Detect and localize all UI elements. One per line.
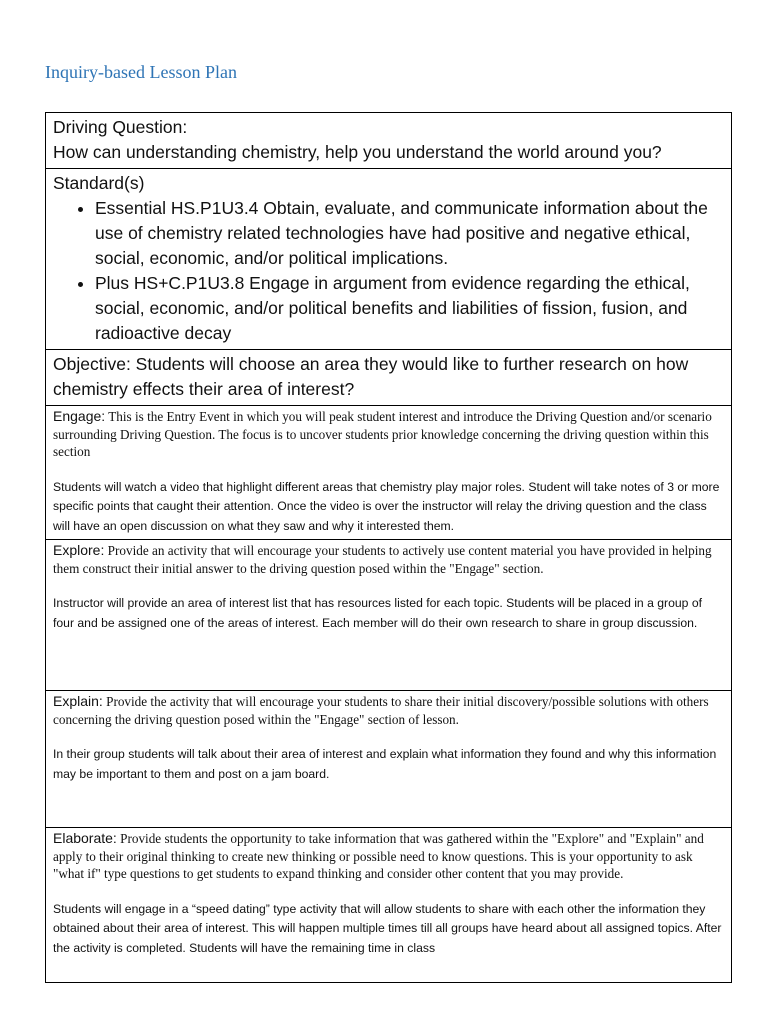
elaborate-label: Elaborate:	[53, 830, 117, 846]
explore-label: Explore:	[53, 542, 105, 558]
lesson-plan-table	[45, 112, 732, 983]
explain-cell	[46, 691, 732, 828]
explain-row	[46, 691, 732, 828]
elaborate-prompt	[53, 830, 724, 883]
explain-prompt-text: Provide the activity that will encourage your students to share their initial discovery/possible solutions with others concerning the driving question posed within the "Engage" section of lesson.	[53, 694, 709, 727]
elaborate-response: Students will engage in a “speed dating” type activity that will allow students to share with each other the information they obtained about their area of interest. This will happen multiple times till all groups have heard about all assigned topics. After the activity is completed. Students will have the remaining time in class	[53, 901, 722, 955]
standard-item: • Plus HS+C.P1U3.8 Engage in argument from evidence regarding the ethical, social, economic, and/or political benefits and liabilities of fission, fusion, and radioactive decay	[95, 271, 724, 346]
standards-list	[53, 196, 724, 346]
engage-prompt-text: This is the Entry Event in which you will peak student interest and introduce the Driving Question and/or scenario surrounding Driving Question. The focus is to uncover students prior knowledge concerning the driving question within this section	[53, 409, 712, 459]
engage-label: Engage:	[53, 408, 106, 424]
driving-question-cell	[46, 113, 732, 169]
standards-cell	[46, 169, 732, 350]
driving-question-text: How can understanding chemistry, help you understand the world around you?	[53, 142, 662, 162]
elaborate-prompt-text: Provide students the opportunity to take information that was gathered within the "Explore" and "Explain" and apply to their original thinking to create new thinking or possible need to know questions. This is your opportunity to ask "what if" type questions to get students to expand thinking and consider other content that you may provide.	[53, 831, 704, 881]
explain-response: In their group students will talk about their area of interest and explain what information they found and why this information may be important to them and post on a jam board.	[53, 747, 717, 781]
explore-row	[46, 540, 732, 691]
objective-row	[46, 350, 732, 406]
engage-row	[46, 406, 732, 540]
elaborate-cell	[46, 828, 732, 983]
engage-response: Students will watch a video that highlight different areas that chemistry play major roles. Student will take notes of 3 or more specific points that caught their attention. Once the video is over the instructor will relay the driving question and the class will have an open discussion on what they saw and why it interested them.	[53, 479, 720, 533]
explore-prompt	[53, 542, 724, 577]
explain-label: Explain:	[53, 693, 103, 709]
explore-prompt-text: Provide an activity that will encourage your students to actively use content material you have provided in helping them construct their initial answer to the driving question posed within the "Engage" section.	[53, 543, 712, 576]
objective-text: Objective: Students will choose an area they would like to further research on how chemistry effects their area of interest?	[53, 354, 689, 399]
engage-cell	[46, 406, 732, 540]
elaborate-row	[46, 828, 732, 983]
standards-row	[46, 169, 732, 350]
explore-cell	[46, 540, 732, 691]
standards-label: Standard(s)	[53, 173, 145, 193]
engage-prompt	[53, 408, 724, 461]
driving-question-row	[46, 113, 732, 169]
explore-response: Instructor will provide an area of interest list that has resources listed for each topic. Students will be placed in a group of four and be assigned one of the areas of interest. Each member will do their own research to share in group discussion.	[53, 596, 702, 630]
driving-question-label: Driving Question:	[53, 117, 188, 137]
objective-cell	[46, 350, 732, 406]
document-title: Inquiry-based Lesson Plan	[45, 62, 237, 82]
standard-item: • Essential HS.P1U3.4 Obtain, evaluate, and communicate information about the use of chemistry related technologies have had positive and negative ethical, social, economic, and/or political implications.	[95, 196, 724, 271]
explain-prompt	[53, 693, 724, 728]
